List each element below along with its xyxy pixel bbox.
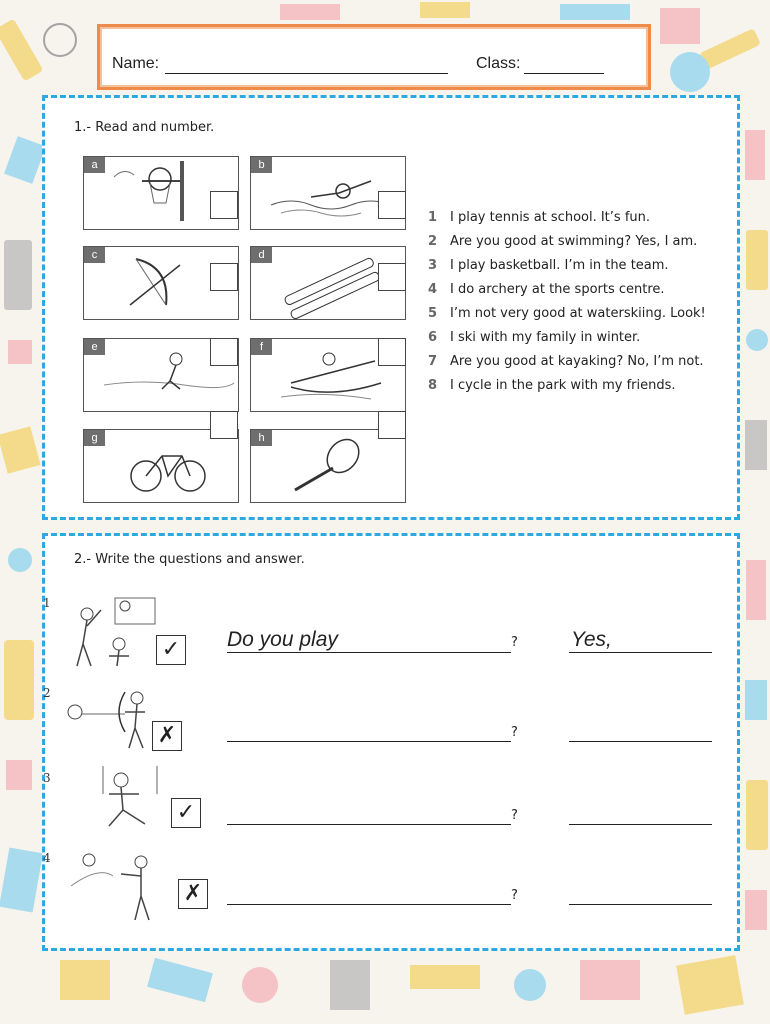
- row-number: 3: [43, 771, 51, 785]
- sentence-4: 4 I do archery at the sports centre.: [428, 282, 665, 297]
- answer-line-4[interactable]: [569, 904, 712, 905]
- answer-line-2[interactable]: [569, 741, 712, 742]
- sentence-1: 1 I play tennis at school. It’s fun.: [428, 210, 651, 225]
- section1-title: 1.- Read and number.: [74, 120, 215, 135]
- picture-letter: c: [84, 247, 105, 263]
- sentence-5: 5 I’m not very good at waterskiing. Look!: [428, 306, 706, 321]
- picture-letter: h: [251, 430, 272, 446]
- picture-g-cycling: [83, 429, 239, 503]
- sentence-6: 6 I ski with my family in winter.: [428, 330, 641, 345]
- answer-line-3[interactable]: [569, 824, 712, 825]
- sentence-8: 8 I cycle in the park with my friends.: [428, 378, 676, 393]
- cross-mark: ✗: [178, 879, 208, 909]
- question-mark: ?: [511, 725, 518, 740]
- picture-h-tennis: [250, 429, 406, 503]
- answer-prompt: Yes,: [571, 628, 612, 651]
- row-number: 4: [43, 851, 51, 865]
- answer-box-g[interactable]: [210, 411, 238, 439]
- tennis-racket-icon: [251, 430, 407, 504]
- question-mark: ?: [511, 635, 518, 650]
- tick-mark: ✓: [156, 635, 186, 665]
- question-line-1[interactable]: [227, 652, 511, 653]
- class-field[interactable]: [524, 73, 604, 74]
- question-line-3[interactable]: [227, 824, 511, 825]
- tick-mark: ✓: [171, 798, 201, 828]
- gymnast-icon: [95, 764, 175, 834]
- answer-box-e[interactable]: [210, 338, 238, 366]
- section2-title: 2.- Write the questions and answer.: [74, 552, 305, 567]
- sentence-2: 2 Are you good at swimming? Yes, I am.: [428, 234, 698, 249]
- class-label: Class:: [476, 55, 521, 72]
- sentence-3: 3 I play basketball. I’m in the team.: [428, 258, 669, 273]
- question-mark: ?: [511, 888, 518, 903]
- picture-letter: f: [251, 339, 272, 355]
- answer-box-c[interactable]: [210, 263, 238, 291]
- answer-box-a[interactable]: [210, 191, 238, 219]
- name-field[interactable]: [165, 73, 448, 74]
- answer-box-b[interactable]: [378, 191, 406, 219]
- answer-box-h[interactable]: [378, 411, 406, 439]
- question-mark: ?: [511, 808, 518, 823]
- answer-box-d[interactable]: [378, 263, 406, 291]
- picture-letter: d: [251, 247, 272, 263]
- answer-box-f[interactable]: [378, 338, 406, 366]
- picture-letter: a: [84, 157, 105, 173]
- cross-mark: ✗: [152, 721, 182, 751]
- name-class-bar: [97, 24, 651, 90]
- name-label: Name:: [112, 55, 160, 72]
- question-prompt: Do you play: [227, 628, 338, 651]
- read-and-number-panel: [42, 95, 740, 520]
- archer-icon: [65, 682, 165, 752]
- basketball-players-icon: [65, 592, 165, 672]
- shot-putter-icon: [69, 846, 169, 926]
- picture-letter: g: [84, 430, 105, 446]
- row-number: 1: [43, 596, 51, 610]
- question-line-2[interactable]: [227, 741, 511, 742]
- sentence-7: 7 Are you good at kayaking? No, I’m not.: [428, 354, 704, 369]
- answer-line-1[interactable]: [569, 652, 712, 653]
- row-number: 2: [43, 686, 51, 700]
- picture-letter: b: [251, 157, 272, 173]
- picture-letter: e: [84, 339, 105, 355]
- bicycle-icon: [84, 430, 240, 504]
- write-questions-panel: [42, 533, 740, 951]
- question-line-4[interactable]: [227, 904, 511, 905]
